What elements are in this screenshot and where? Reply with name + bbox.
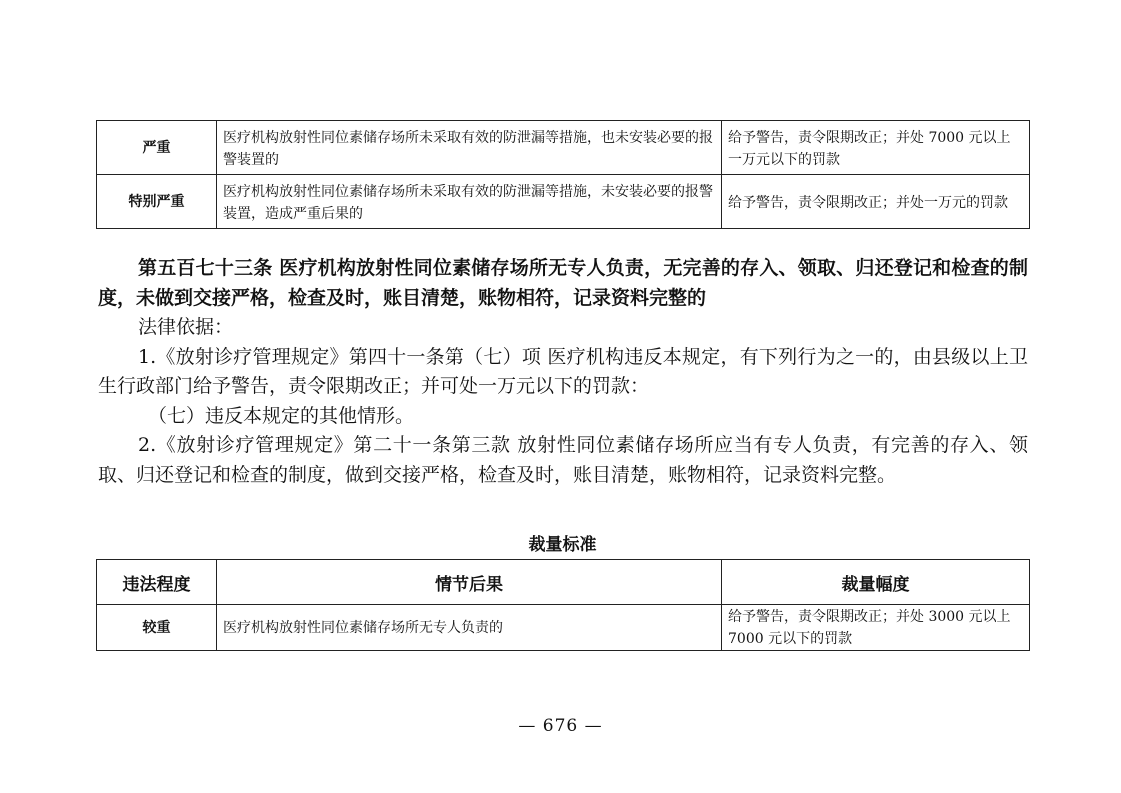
circumstance-text: 医疗机构放射性同位素储存场所未采取有效的防泄漏等措施，未安装必要的报警装置，造成严重后果的 [217, 175, 722, 229]
circumstance-text: 医疗机构放射性同位素储存场所无专人负责的 [217, 605, 722, 651]
penalty-text: 给予警告，责令限期改正；并处 7000 元以上一万元以下的罚款 [722, 121, 1030, 175]
violation-level: 特别严重 [97, 175, 217, 229]
legal-basis-item-2: 2.《放射诊疗管理规定》第二十一条第三款 放射性同位素储存场所应当有专人负责，有完善的存入、领取、归还登记和检查的制度，做到交接严格，检查及时，账目清楚，账物相符，记录资料完整。 [98, 434, 1028, 486]
discretion-standard-table [96, 559, 1030, 651]
article-body [98, 254, 1028, 490]
page-number: — 676 — [518, 716, 603, 736]
table-row [97, 175, 1030, 229]
legal-basis-subitem: （七）违反本规定的其他情形。 [148, 404, 415, 427]
penalty-text: 给予警告，责令限期改正；并处一万元的罚款 [722, 175, 1030, 229]
circumstance-text: 医疗机构放射性同位素储存场所未采取有效的防泄漏等措施，也未安装必要的报警装置的 [217, 121, 722, 175]
legal-basis-item-1: 1.《放射诊疗管理规定》第四十一条第（七）项 医疗机构违反本规定，有下列行为之一的，由县级以上卫生行政部门给予警告，责令限期改正；并可处一万元以下的罚款： [98, 345, 1028, 397]
penalty-text: 给予警告，责令限期改正；并处 3000 元以上 7000 元以下的罚款 [722, 605, 1030, 651]
header-penalty: 裁量幅度 [722, 560, 1030, 605]
previous-discretion-table [96, 120, 1030, 229]
violation-level: 严重 [97, 121, 217, 175]
header-level: 违法程度 [97, 560, 217, 605]
discretion-standard-title: 裁量标准 [528, 535, 597, 555]
violation-level: 较重 [97, 605, 217, 651]
article-title: 第五百七十三条 医疗机构放射性同位素储存场所无专人负责，无完善的存入、领取、归还登记和检查的制度，未做到交接严格，检查及时，账目清楚，账物相符，记录资料完整的 [98, 257, 1028, 309]
legal-basis-label: 法律依据： [138, 316, 234, 338]
table-row [97, 605, 1030, 651]
header-circumstance: 情节后果 [217, 560, 722, 605]
table-row [97, 121, 1030, 175]
table-header-row [97, 560, 1030, 605]
